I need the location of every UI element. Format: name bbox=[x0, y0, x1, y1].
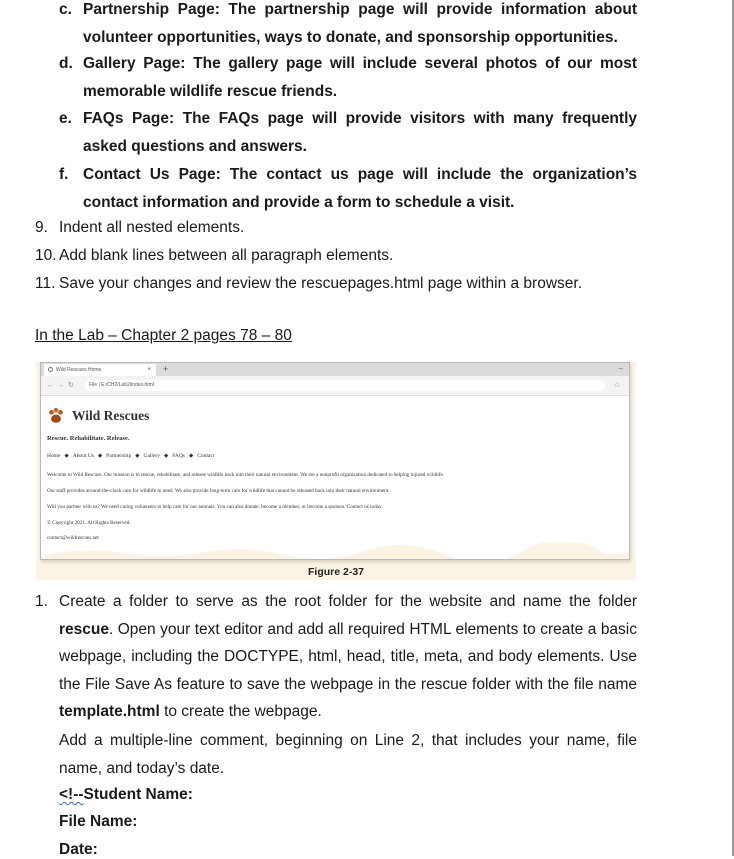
site-title: Wild Rescues bbox=[72, 408, 150, 423]
minimize-icon: – bbox=[618, 364, 623, 373]
step-10: 10. Add blank lines between all paragraph elements. bbox=[35, 247, 394, 264]
nav-separator-icon: ◆ bbox=[64, 453, 69, 459]
nav-separator-icon: ◆ bbox=[97, 453, 103, 459]
site-email: contact@wildrescues.net bbox=[47, 535, 99, 541]
comment-student-line: <!--Student Name: bbox=[59, 786, 193, 803]
site-tagline: Rescue. Rehabilitate. Release. bbox=[47, 435, 130, 442]
site-nav bbox=[47, 453, 214, 459]
list-item-f: f. Contact Us Page: The contact us page will include the organization’s contact information and provide a form to schedule a visit. bbox=[59, 166, 637, 211]
step-11: 11. Save your changes and review the rescuepages.html page within a browser. bbox=[35, 275, 582, 292]
list-item-c: c. Partnership Page: The partnership page will provide information about volunteer opportunities, ways to donate, and sponsorship opportunities. bbox=[59, 1, 637, 46]
paw-logo-icon bbox=[47, 407, 65, 425]
tab-favicon-icon bbox=[48, 367, 53, 372]
nav-about: About Us bbox=[72, 453, 94, 459]
figure-caption: Figure 2-37 bbox=[307, 566, 365, 578]
nav-separator-icon: ◆ bbox=[188, 453, 194, 459]
nav-separator-icon: ◆ bbox=[163, 453, 169, 459]
nav-gallery: Gallery bbox=[143, 453, 160, 459]
comment-instruction: Add a multiple-line comment, beginning on Line 2, that includes your name, file name, and today’s date. bbox=[59, 732, 637, 777]
torn-edge bbox=[45, 543, 630, 560]
nav-separator-icon: ◆ bbox=[135, 453, 140, 459]
nav-faqs: FAQs bbox=[172, 453, 185, 459]
forward-icon: → bbox=[57, 382, 64, 389]
back-icon: ← bbox=[47, 382, 54, 389]
step-9: 9. Indent all nested elements. bbox=[35, 219, 245, 236]
bookmark-star-icon: ☆ bbox=[613, 382, 620, 389]
site-copyright: © Copyright 2021. All Rights Reserved. bbox=[47, 520, 131, 526]
tab-close-icon: × bbox=[147, 367, 151, 373]
nav-home: Home bbox=[47, 453, 61, 459]
url-field: File | E:/CH2/Lab2/index.html bbox=[85, 380, 605, 391]
step-1: 1. Create a folder to serve as the root folder for the website and name the folder rescue. Open your text editor and add all required HTML elements to create a basic webpage, including the DOCTYPE, html, head, title, meta, and body elements. Use the File Save As feature to save the webpage in the rescue folder with the file name template.html to create the webpage. bbox=[35, 593, 637, 721]
nav-partnership: Partnership bbox=[106, 453, 132, 459]
figure-2-37 bbox=[36, 362, 636, 580]
browser-tab: Wild Rescues Home × bbox=[44, 364, 156, 376]
list-item-d: d. Gallery Page: The gallery page will include several photos of our most memorable wildlife rescue friends. bbox=[59, 55, 637, 100]
reload-icon: ↻ bbox=[68, 382, 74, 389]
comment-date-line: Date: bbox=[59, 841, 98, 858]
address-bar bbox=[41, 376, 629, 396]
lab-heading: In the Lab – Chapter 2 pages 78 – 80 bbox=[35, 327, 292, 344]
site-paragraph: Welcome to Wild Rescues. Our mission is to rescue, rehabilitate, and release wildlife back into their natural environment. We are a nonprofit organization dedicated to helping injured wildlife. bbox=[47, 472, 445, 478]
browser-tab-bar bbox=[41, 363, 629, 376]
list-item-e: e. FAQs Page: The FAQs page will provide visitors with many frequently asked questions and answers. bbox=[59, 110, 637, 155]
new-tab-icon: + bbox=[163, 364, 169, 374]
browser-screenshot bbox=[40, 362, 630, 560]
comment-file-line: File Name: bbox=[59, 813, 138, 830]
site-paragraph: Our staff provides around-the-clock care for wildlife in need. We also provide long-term care for wildlife that cannot be released back into their natural environment. bbox=[47, 488, 390, 494]
nav-contact: Contact bbox=[197, 453, 215, 459]
site-paragraph: Will you partner with us? We need caring volunteers to help care for our animals. You can also donate, become a member, or become a sponsor. Contact us today. bbox=[47, 504, 383, 510]
